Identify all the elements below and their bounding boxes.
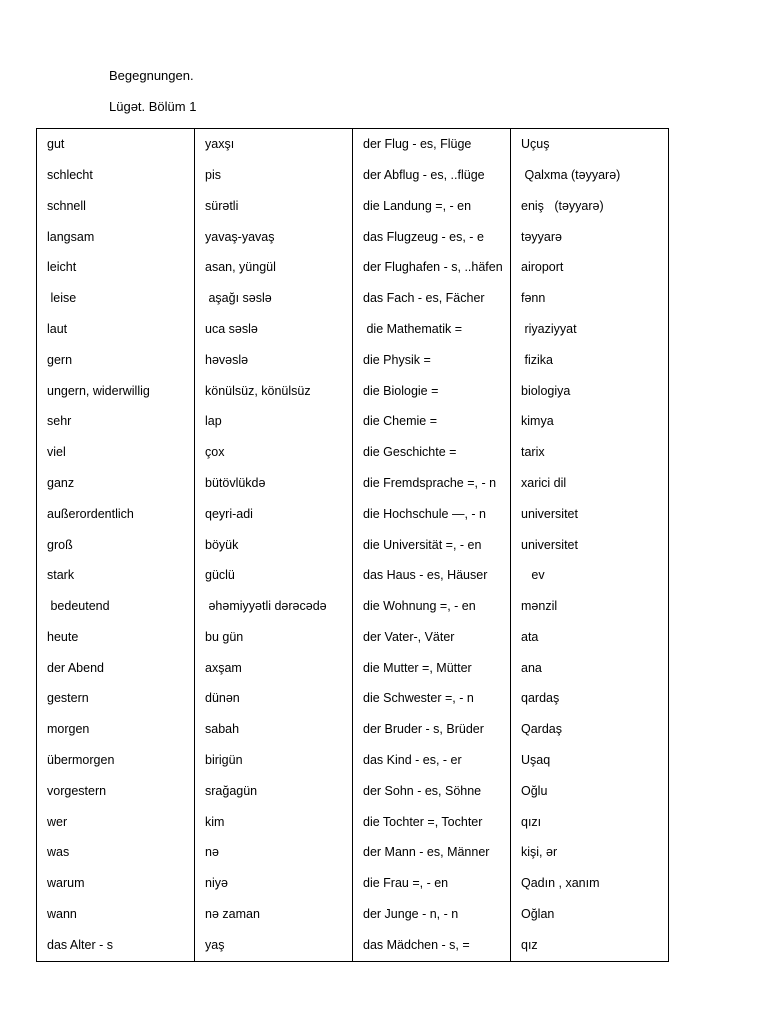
azerbaijani-translation-cell: yaş xyxy=(195,930,353,961)
azerbaijani-noun-translation-cell: Qardaş xyxy=(511,714,669,745)
german-noun-cell: die Schwester =, - n xyxy=(353,683,511,714)
german-word-cell: warum xyxy=(37,868,195,899)
german-word-cell: was xyxy=(37,837,195,868)
table-row xyxy=(37,899,669,930)
german-word-cell: wer xyxy=(37,807,195,838)
azerbaijani-noun-translation-cell: fizika xyxy=(511,345,669,376)
german-noun-cell: der Bruder - s, Brüder xyxy=(353,714,511,745)
german-noun-cell: die Tochter =, Tochter xyxy=(353,807,511,838)
german-noun-cell: der Junge - n, - n xyxy=(353,899,511,930)
vocabulary-table xyxy=(36,128,669,962)
azerbaijani-translation-cell: çox xyxy=(195,437,353,468)
german-word-cell: bedeutend xyxy=(37,591,195,622)
azerbaijani-noun-translation-cell: biologiya xyxy=(511,375,669,406)
azerbaijani-noun-translation-cell: qardaş xyxy=(511,683,669,714)
german-noun-cell: der Sohn - es, Söhne xyxy=(353,776,511,807)
german-noun-cell: das Fach - es, Fächer xyxy=(353,283,511,314)
azerbaijani-translation-cell: sürətli xyxy=(195,191,353,222)
azerbaijani-noun-translation-cell: tarix xyxy=(511,437,669,468)
table-row xyxy=(37,529,669,560)
table-row xyxy=(37,622,669,653)
azerbaijani-noun-translation-cell: ev xyxy=(511,560,669,591)
azerbaijani-translation-cell: pis xyxy=(195,160,353,191)
german-word-cell: gut xyxy=(37,129,195,160)
german-noun-cell: der Vater-, Väter xyxy=(353,622,511,653)
azerbaijani-translation-cell: yaxşı xyxy=(195,129,353,160)
azerbaijani-translation-cell: asan, yüngül xyxy=(195,252,353,283)
table-row xyxy=(37,807,669,838)
german-word-cell: leise xyxy=(37,283,195,314)
german-word-cell: heute xyxy=(37,622,195,653)
german-word-cell: das Alter - s xyxy=(37,930,195,961)
azerbaijani-noun-translation-cell: Uçuş xyxy=(511,129,669,160)
german-noun-cell: der Flughafen - s, ..häfen xyxy=(353,252,511,283)
azerbaijani-translation-cell: kim xyxy=(195,807,353,838)
azerbaijani-translation-cell: güclü xyxy=(195,560,353,591)
german-word-cell: langsam xyxy=(37,221,195,252)
german-word-cell: gestern xyxy=(37,683,195,714)
azerbaijani-translation-cell: lap xyxy=(195,406,353,437)
table-row xyxy=(37,499,669,530)
azerbaijani-translation-cell: bu gün xyxy=(195,622,353,653)
azerbaijani-noun-translation-cell: universitet xyxy=(511,499,669,530)
azerbaijani-noun-translation-cell: kişi, ər xyxy=(511,837,669,868)
german-noun-cell: das Haus - es, Häuser xyxy=(353,560,511,591)
azerbaijani-noun-translation-cell: ata xyxy=(511,622,669,653)
german-noun-cell: die Hochschule —, - n xyxy=(353,499,511,530)
german-noun-cell: das Flugzeug - es, - e xyxy=(353,221,511,252)
table-row xyxy=(37,868,669,899)
german-noun-cell: das Mädchen - s, = xyxy=(353,930,511,961)
azerbaijani-translation-cell: nə xyxy=(195,837,353,868)
german-noun-cell: die Geschichte = xyxy=(353,437,511,468)
azerbaijani-translation-cell: sabah xyxy=(195,714,353,745)
table-row xyxy=(37,776,669,807)
table-row xyxy=(37,283,669,314)
german-word-cell: vorgestern xyxy=(37,776,195,807)
table-row xyxy=(37,252,669,283)
azerbaijani-translation-cell: aşağı səslə xyxy=(195,283,353,314)
azerbaijani-translation-cell: könülsüz, könülsüz xyxy=(195,375,353,406)
german-word-cell: der Abend xyxy=(37,653,195,684)
table-row xyxy=(37,837,669,868)
azerbaijani-translation-cell: yavaş-yavaş xyxy=(195,221,353,252)
azerbaijani-translation-cell: böyük xyxy=(195,529,353,560)
azerbaijani-translation-cell: srağagün xyxy=(195,776,353,807)
table-row xyxy=(37,714,669,745)
azerbaijani-noun-translation-cell: Qalxma (təyyarə) xyxy=(511,160,669,191)
german-noun-cell: der Mann - es, Männer xyxy=(353,837,511,868)
german-word-cell: ungern, widerwillig xyxy=(37,375,195,406)
table-row xyxy=(37,745,669,776)
german-word-cell: ganz xyxy=(37,468,195,499)
table-row xyxy=(37,160,669,191)
table-row xyxy=(37,653,669,684)
german-noun-cell: der Flug - es, Flüge xyxy=(353,129,511,160)
azerbaijani-translation-cell: axşam xyxy=(195,653,353,684)
azerbaijani-noun-translation-cell: Oğlu xyxy=(511,776,669,807)
german-noun-cell: die Mutter =, Mütter xyxy=(353,653,511,684)
azerbaijani-noun-translation-cell: eniş (təyyarə) xyxy=(511,191,669,222)
table-row xyxy=(37,591,669,622)
table-row xyxy=(37,560,669,591)
german-noun-cell: der Abflug - es, ..flüge xyxy=(353,160,511,191)
azerbaijani-translation-cell: əhəmiyyətli dərəcədə xyxy=(195,591,353,622)
german-word-cell: leicht xyxy=(37,252,195,283)
german-word-cell: morgen xyxy=(37,714,195,745)
german-noun-cell: die Chemie = xyxy=(353,406,511,437)
table-row xyxy=(37,221,669,252)
german-noun-cell: die Physik = xyxy=(353,345,511,376)
table-row xyxy=(37,468,669,499)
german-word-cell: groß xyxy=(37,529,195,560)
german-noun-cell: die Biologie = xyxy=(353,375,511,406)
table-row xyxy=(37,345,669,376)
table-row xyxy=(37,314,669,345)
german-word-cell: gern xyxy=(37,345,195,376)
azerbaijani-translation-cell: dünən xyxy=(195,683,353,714)
german-word-cell: viel xyxy=(37,437,195,468)
azerbaijani-noun-translation-cell: ana xyxy=(511,653,669,684)
azerbaijani-translation-cell: bütövlükdə xyxy=(195,468,353,499)
azerbaijani-noun-translation-cell: Oğlan xyxy=(511,899,669,930)
german-noun-cell: die Wohnung =, - en xyxy=(353,591,511,622)
german-word-cell: schlecht xyxy=(37,160,195,191)
azerbaijani-translation-cell: uca səslə xyxy=(195,314,353,345)
azerbaijani-noun-translation-cell: kimya xyxy=(511,406,669,437)
german-word-cell: wann xyxy=(37,899,195,930)
azerbaijani-noun-translation-cell: universitet xyxy=(511,529,669,560)
azerbaijani-noun-translation-cell: fənn xyxy=(511,283,669,314)
azerbaijani-translation-cell: qeyri-adi xyxy=(195,499,353,530)
azerbaijani-noun-translation-cell: airoport xyxy=(511,252,669,283)
german-noun-cell: die Universität =, - en xyxy=(353,529,511,560)
german-word-cell: stark xyxy=(37,560,195,591)
german-word-cell: schnell xyxy=(37,191,195,222)
azerbaijani-translation-cell: birigün xyxy=(195,745,353,776)
azerbaijani-noun-translation-cell: mənzil xyxy=(511,591,669,622)
german-word-cell: sehr xyxy=(37,406,195,437)
azerbaijani-noun-translation-cell: qızı xyxy=(511,807,669,838)
table-row xyxy=(37,683,669,714)
german-word-cell: laut xyxy=(37,314,195,345)
vocabulary-table-body xyxy=(37,129,669,962)
document-title: Begegnungen. xyxy=(109,68,194,83)
azerbaijani-noun-translation-cell: riyaziyyat xyxy=(511,314,669,345)
german-word-cell: übermorgen xyxy=(37,745,195,776)
azerbaijani-translation-cell: niyə xyxy=(195,868,353,899)
azerbaijani-noun-translation-cell: qız xyxy=(511,930,669,961)
table-row xyxy=(37,930,669,961)
german-noun-cell: die Mathematik = xyxy=(353,314,511,345)
table-row xyxy=(37,191,669,222)
german-noun-cell: die Frau =, - en xyxy=(353,868,511,899)
table-row xyxy=(37,375,669,406)
document-subtitle: Lügət. Bölüm 1 xyxy=(109,99,197,114)
azerbaijani-noun-translation-cell: Qadın , xanım xyxy=(511,868,669,899)
azerbaijani-translation-cell: nə zaman xyxy=(195,899,353,930)
table-row xyxy=(37,406,669,437)
german-noun-cell: die Landung =, - en xyxy=(353,191,511,222)
azerbaijani-translation-cell: həvəslə xyxy=(195,345,353,376)
azerbaijani-noun-translation-cell: Uşaq xyxy=(511,745,669,776)
table-row xyxy=(37,437,669,468)
table-row xyxy=(37,129,669,160)
german-word-cell: außerordentlich xyxy=(37,499,195,530)
german-noun-cell: die Fremdsprache =, - n xyxy=(353,468,511,499)
german-noun-cell: das Kind - es, - er xyxy=(353,745,511,776)
azerbaijani-noun-translation-cell: xarici dil xyxy=(511,468,669,499)
azerbaijani-noun-translation-cell: təyyarə xyxy=(511,221,669,252)
